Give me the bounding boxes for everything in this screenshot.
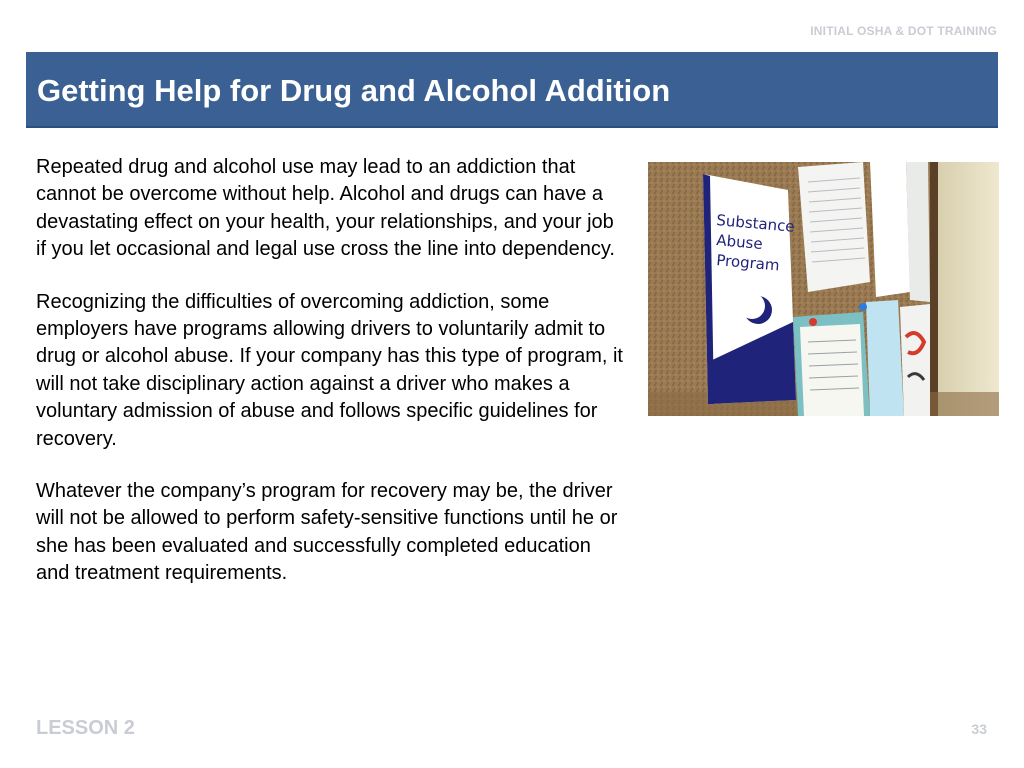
paragraph-2: Recognizing the difficulties of overcoming addiction, some employers have programs allowing drivers to voluntarily admit to drug or alcohol abuse. If your company has this type of program, it will not take disciplinary action against a driver who makes a voluntary admission of abuse and follows specific guidelines for recovery. xyxy=(36,290,623,450)
brochure-text-1: Substance xyxy=(715,211,796,236)
lesson-label: LESSON 2 xyxy=(36,717,135,739)
paragraph-3: Whatever the company’s program for recovery may be, the driver will not be allowed to perform safety-sensitive functions until he or she has been evaluated and successfully completed education and treatment requirements. xyxy=(36,480,618,585)
bulletin-board-photo xyxy=(648,162,999,416)
page-number: 33 xyxy=(971,721,987,737)
body-text xyxy=(36,154,626,613)
brochure-text-3: Program xyxy=(715,251,781,275)
brochure-text-2: Abuse xyxy=(715,231,764,254)
paragraph-1: Repeated drug and alcohol use may lead to an addiction that cannot be overcome without help. Alcohol and drugs can have a devastating effect on your health, your relationships, and your job if you let occasional and legal use cross the line into dependency. xyxy=(36,156,615,261)
slide-title: Getting Help for Drug and Alcohol Addition xyxy=(37,73,671,108)
course-label: INITIAL OSHA & DOT TRAINING xyxy=(810,24,997,38)
title-bar xyxy=(26,52,998,128)
